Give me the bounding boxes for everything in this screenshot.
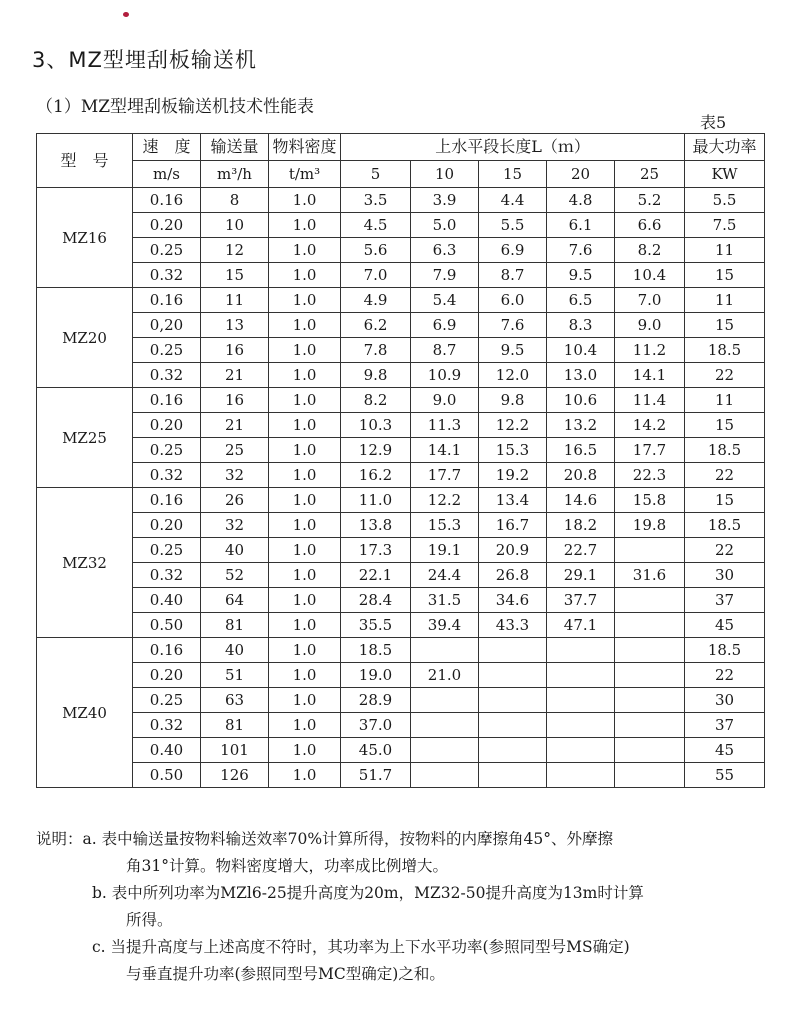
- density-cell: 1.0: [269, 213, 341, 238]
- table-row: [37, 213, 765, 238]
- power-cell: [547, 638, 615, 663]
- max-power-cell: 18.5: [685, 338, 765, 363]
- power-cell: 6.0: [479, 288, 547, 313]
- table-row: [37, 738, 765, 763]
- density-cell: 1.0: [269, 713, 341, 738]
- power-cell: 6.9: [479, 238, 547, 263]
- header-density: 物料密度: [269, 134, 341, 161]
- power-cell: 11.3: [411, 413, 479, 438]
- header-length-group: 上水平段长度L（ｍ）: [341, 134, 685, 161]
- max-power-cell: 11: [685, 388, 765, 413]
- density-cell: 1.0: [269, 388, 341, 413]
- power-cell: 7.6: [547, 238, 615, 263]
- speed-cell: 0.16: [133, 388, 201, 413]
- table-row: [37, 188, 765, 213]
- max-power-cell: 22: [685, 663, 765, 688]
- capacity-cell: 8: [201, 188, 269, 213]
- power-cell: 17.7: [411, 463, 479, 488]
- table-number: 表5: [700, 113, 727, 132]
- header-length-15: 15: [479, 161, 547, 188]
- power-cell: 6.5: [547, 288, 615, 313]
- max-power-cell: 7.5: [685, 213, 765, 238]
- table-caption: （1）MZ型埋刮板输送机技术性能表: [36, 97, 315, 117]
- power-cell: 28.9: [341, 688, 411, 713]
- capacity-cell: 26: [201, 488, 269, 513]
- max-power-cell: 22: [685, 538, 765, 563]
- speed-cell: 0.20: [133, 213, 201, 238]
- speed-cell: 0.16: [133, 288, 201, 313]
- power-cell: 19.2: [479, 463, 547, 488]
- power-cell: 29.1: [547, 563, 615, 588]
- power-cell: 3.9: [411, 188, 479, 213]
- table-row: [37, 563, 765, 588]
- header-length-5: 5: [341, 161, 411, 188]
- speed-cell: 0.50: [133, 613, 201, 638]
- power-cell: 24.4: [411, 563, 479, 588]
- capacity-cell: 32: [201, 463, 269, 488]
- power-cell: 18.2: [547, 513, 615, 538]
- speed-cell: 0.25: [133, 438, 201, 463]
- power-cell: 9.8: [479, 388, 547, 413]
- capacity-cell: 12: [201, 238, 269, 263]
- capacity-cell: 126: [201, 763, 269, 788]
- power-cell: 19.1: [411, 538, 479, 563]
- power-cell: 43.3: [479, 613, 547, 638]
- table-row: [37, 613, 765, 638]
- speed-cell: 0.25: [133, 538, 201, 563]
- table-row: [37, 588, 765, 613]
- power-cell: 7.0: [615, 288, 685, 313]
- speed-cell: 0.20: [133, 663, 201, 688]
- power-cell: 47.1: [547, 613, 615, 638]
- power-cell: [615, 613, 685, 638]
- density-cell: 1.0: [269, 588, 341, 613]
- power-cell: [479, 663, 547, 688]
- density-cell: 1.0: [269, 488, 341, 513]
- power-cell: [479, 738, 547, 763]
- power-cell: 5.2: [615, 188, 685, 213]
- capacity-cell: 51: [201, 663, 269, 688]
- capacity-cell: 52: [201, 563, 269, 588]
- header-speed-unit: m/s: [133, 161, 201, 188]
- power-cell: 9.0: [615, 313, 685, 338]
- power-cell: 20.8: [547, 463, 615, 488]
- speed-cell: 0.32: [133, 713, 201, 738]
- density-cell: 1.0: [269, 763, 341, 788]
- model-cell: MZ32: [37, 488, 133, 638]
- capacity-cell: 63: [201, 688, 269, 713]
- power-cell: 13.8: [341, 513, 411, 538]
- max-power-cell: 37: [685, 713, 765, 738]
- speed-cell: 0,20: [133, 313, 201, 338]
- power-cell: 34.6: [479, 588, 547, 613]
- table-row: [37, 538, 765, 563]
- power-cell: 7.6: [479, 313, 547, 338]
- density-cell: 1.0: [269, 288, 341, 313]
- table-row: [37, 338, 765, 363]
- power-cell: 37.7: [547, 588, 615, 613]
- density-cell: 1.0: [269, 613, 341, 638]
- power-cell: 14.1: [411, 438, 479, 463]
- header-density-unit: t/m³: [269, 161, 341, 188]
- power-cell: 6.9: [411, 313, 479, 338]
- power-cell: 15.3: [411, 513, 479, 538]
- power-cell: [479, 763, 547, 788]
- note-a-line2: 角31°计算。物料密度增大，功率成比例增大。: [126, 857, 448, 875]
- density-cell: 1.0: [269, 363, 341, 388]
- speed-cell: 0.25: [133, 238, 201, 263]
- power-cell: 22.1: [341, 563, 411, 588]
- table-row: [37, 513, 765, 538]
- capacity-cell: 11: [201, 288, 269, 313]
- power-cell: 13.2: [547, 413, 615, 438]
- power-cell: 22.3: [615, 463, 685, 488]
- density-cell: 1.0: [269, 188, 341, 213]
- note-c-line1: c. 当提升高度与上述高度不符时，其功率为上下水平功率(参照同型号MS确定): [92, 938, 630, 956]
- speed-cell: 0.20: [133, 513, 201, 538]
- power-cell: [411, 688, 479, 713]
- density-cell: 1.0: [269, 538, 341, 563]
- speed-cell: 0.32: [133, 363, 201, 388]
- max-power-cell: 55: [685, 763, 765, 788]
- power-cell: [615, 538, 685, 563]
- note-b-line2: 所得。: [126, 911, 173, 929]
- density-cell: 1.0: [269, 313, 341, 338]
- power-cell: 35.5: [341, 613, 411, 638]
- table-row: [37, 463, 765, 488]
- capacity-cell: 21: [201, 413, 269, 438]
- speed-cell: 0.16: [133, 488, 201, 513]
- capacity-cell: 81: [201, 713, 269, 738]
- power-cell: 17.7: [615, 438, 685, 463]
- capacity-cell: 81: [201, 613, 269, 638]
- power-cell: 4.5: [341, 213, 411, 238]
- power-cell: 6.6: [615, 213, 685, 238]
- power-cell: 4.4: [479, 188, 547, 213]
- power-cell: 10.4: [615, 263, 685, 288]
- density-cell: 1.0: [269, 338, 341, 363]
- model-cell: MZ16: [37, 188, 133, 288]
- max-power-cell: 37: [685, 588, 765, 613]
- speed-cell: 0.32: [133, 463, 201, 488]
- power-cell: [411, 738, 479, 763]
- table-row: [37, 388, 765, 413]
- table-row: [37, 413, 765, 438]
- page-title: 3、MZ型埋刮板输送机: [32, 48, 257, 72]
- density-cell: 1.0: [269, 513, 341, 538]
- note-a-line1: 说明：a. 表中输送量按物料输送效率70%计算所得，按物料的内摩擦角45°、外摩擦: [36, 830, 614, 848]
- max-power-cell: 15: [685, 313, 765, 338]
- max-power-cell: 18.5: [685, 438, 765, 463]
- max-power-cell: 45: [685, 738, 765, 763]
- power-cell: 8.7: [411, 338, 479, 363]
- power-cell: 16.2: [341, 463, 411, 488]
- density-cell: 1.0: [269, 688, 341, 713]
- power-cell: 39.4: [411, 613, 479, 638]
- table-row: [37, 313, 765, 338]
- speed-cell: 0.40: [133, 738, 201, 763]
- density-cell: 1.0: [269, 413, 341, 438]
- header-capacity: 输送量: [201, 134, 269, 161]
- max-power-cell: 45: [685, 613, 765, 638]
- power-cell: 11.2: [615, 338, 685, 363]
- power-cell: [411, 763, 479, 788]
- power-cell: 9.5: [479, 338, 547, 363]
- power-cell: 16.7: [479, 513, 547, 538]
- ink-dot: [123, 12, 129, 17]
- note-b-line1: b. 表中所列功率为MZl6-25提升高度为20m，MZ32-50提升高度为13m时计算: [92, 884, 644, 902]
- power-cell: 20.9: [479, 538, 547, 563]
- power-cell: 13.0: [547, 363, 615, 388]
- table-row: [37, 263, 765, 288]
- speed-cell: 0.25: [133, 338, 201, 363]
- max-power-cell: 30: [685, 688, 765, 713]
- power-cell: 3.5: [341, 188, 411, 213]
- capacity-cell: 101: [201, 738, 269, 763]
- header-model: 型 号: [37, 134, 133, 188]
- density-cell: 1.0: [269, 463, 341, 488]
- capacity-cell: 16: [201, 388, 269, 413]
- power-cell: 15.3: [479, 438, 547, 463]
- power-cell: 10.6: [547, 388, 615, 413]
- table-row: [37, 238, 765, 263]
- density-cell: 1.0: [269, 238, 341, 263]
- capacity-cell: 16: [201, 338, 269, 363]
- speed-cell: 0.32: [133, 263, 201, 288]
- power-cell: 7.8: [341, 338, 411, 363]
- power-cell: [615, 738, 685, 763]
- model-cell: MZ20: [37, 288, 133, 388]
- table-body: [37, 188, 765, 788]
- power-cell: 6.2: [341, 313, 411, 338]
- power-cell: [547, 738, 615, 763]
- power-cell: 7.9: [411, 263, 479, 288]
- table-row: [37, 688, 765, 713]
- power-cell: 9.5: [547, 263, 615, 288]
- power-cell: 4.8: [547, 188, 615, 213]
- power-cell: 14.2: [615, 413, 685, 438]
- power-cell: 8.7: [479, 263, 547, 288]
- power-cell: 15.8: [615, 488, 685, 513]
- capacity-cell: 32: [201, 513, 269, 538]
- speed-cell: 0.32: [133, 563, 201, 588]
- speed-cell: 0.40: [133, 588, 201, 613]
- header-power-unit: KW: [685, 161, 765, 188]
- speed-cell: 0.16: [133, 188, 201, 213]
- density-cell: 1.0: [269, 263, 341, 288]
- spec-table: [36, 133, 765, 788]
- max-power-cell: 22: [685, 463, 765, 488]
- density-cell: 1.0: [269, 663, 341, 688]
- power-cell: [547, 663, 615, 688]
- power-cell: 10.9: [411, 363, 479, 388]
- power-cell: 10.3: [341, 413, 411, 438]
- power-cell: [547, 688, 615, 713]
- max-power-cell: 11: [685, 238, 765, 263]
- max-power-cell: 15: [685, 488, 765, 513]
- power-cell: [615, 688, 685, 713]
- power-cell: 11.4: [615, 388, 685, 413]
- power-cell: 14.1: [615, 363, 685, 388]
- max-power-cell: 11: [685, 288, 765, 313]
- header-max-power: 最大功率: [685, 134, 765, 161]
- power-cell: 9.0: [411, 388, 479, 413]
- power-cell: [547, 713, 615, 738]
- power-cell: [411, 713, 479, 738]
- power-cell: 45.0: [341, 738, 411, 763]
- power-cell: 17.3: [341, 538, 411, 563]
- notes: [36, 826, 776, 988]
- speed-cell: 0.50: [133, 763, 201, 788]
- max-power-cell: 18.5: [685, 638, 765, 663]
- power-cell: 5.0: [411, 213, 479, 238]
- density-cell: 1.0: [269, 563, 341, 588]
- header-capacity-unit: m³/h: [201, 161, 269, 188]
- power-cell: 12.2: [479, 413, 547, 438]
- power-cell: 12.2: [411, 488, 479, 513]
- note-c-line2: 与垂直提升功率(参照同型号MC型确定)之和。: [126, 965, 445, 983]
- power-cell: 19.0: [341, 663, 411, 688]
- power-cell: 37.0: [341, 713, 411, 738]
- power-cell: 5.6: [341, 238, 411, 263]
- power-cell: 12.9: [341, 438, 411, 463]
- table-row: [37, 763, 765, 788]
- model-cell: MZ25: [37, 388, 133, 488]
- power-cell: [479, 713, 547, 738]
- max-power-cell: 15: [685, 413, 765, 438]
- power-cell: 21.0: [411, 663, 479, 688]
- power-cell: 6.3: [411, 238, 479, 263]
- density-cell: 1.0: [269, 738, 341, 763]
- table-row: [37, 438, 765, 463]
- capacity-cell: 21: [201, 363, 269, 388]
- power-cell: [615, 713, 685, 738]
- capacity-cell: 10: [201, 213, 269, 238]
- header-length-25: 25: [615, 161, 685, 188]
- power-cell: 7.0: [341, 263, 411, 288]
- capacity-cell: 40: [201, 638, 269, 663]
- power-cell: [615, 588, 685, 613]
- power-cell: [479, 638, 547, 663]
- max-power-cell: 30: [685, 563, 765, 588]
- power-cell: [411, 638, 479, 663]
- power-cell: 8.2: [615, 238, 685, 263]
- table-row: [37, 663, 765, 688]
- table-header: [37, 134, 765, 188]
- power-cell: 16.5: [547, 438, 615, 463]
- power-cell: [615, 638, 685, 663]
- power-cell: 4.9: [341, 288, 411, 313]
- power-cell: 9.8: [341, 363, 411, 388]
- power-cell: [479, 688, 547, 713]
- table-row: [37, 638, 765, 663]
- power-cell: 22.7: [547, 538, 615, 563]
- capacity-cell: 15: [201, 263, 269, 288]
- power-cell: 13.4: [479, 488, 547, 513]
- table-row: [37, 363, 765, 388]
- header-speed: 速 度: [133, 134, 201, 161]
- table-row: [37, 488, 765, 513]
- header-length-20: 20: [547, 161, 615, 188]
- max-power-cell: 5.5: [685, 188, 765, 213]
- power-cell: [547, 763, 615, 788]
- speed-cell: 0.16: [133, 638, 201, 663]
- power-cell: 26.8: [479, 563, 547, 588]
- max-power-cell: 15: [685, 263, 765, 288]
- speed-cell: 0.25: [133, 688, 201, 713]
- model-cell: MZ40: [37, 638, 133, 788]
- power-cell: 5.4: [411, 288, 479, 313]
- power-cell: 28.4: [341, 588, 411, 613]
- capacity-cell: 13: [201, 313, 269, 338]
- power-cell: 5.5: [479, 213, 547, 238]
- capacity-cell: 64: [201, 588, 269, 613]
- speed-cell: 0.20: [133, 413, 201, 438]
- table-row: [37, 713, 765, 738]
- power-cell: 51.7: [341, 763, 411, 788]
- power-cell: 8.3: [547, 313, 615, 338]
- power-cell: 8.2: [341, 388, 411, 413]
- power-cell: 14.6: [547, 488, 615, 513]
- power-cell: [615, 663, 685, 688]
- capacity-cell: 25: [201, 438, 269, 463]
- capacity-cell: 40: [201, 538, 269, 563]
- power-cell: 19.8: [615, 513, 685, 538]
- density-cell: 1.0: [269, 638, 341, 663]
- power-cell: 31.5: [411, 588, 479, 613]
- power-cell: 12.0: [479, 363, 547, 388]
- table-row: [37, 288, 765, 313]
- density-cell: 1.0: [269, 438, 341, 463]
- power-cell: 31.6: [615, 563, 685, 588]
- max-power-cell: 18.5: [685, 513, 765, 538]
- power-cell: [615, 763, 685, 788]
- max-power-cell: 22: [685, 363, 765, 388]
- power-cell: 18.5: [341, 638, 411, 663]
- power-cell: 10.4: [547, 338, 615, 363]
- header-length-10: 10: [411, 161, 479, 188]
- power-cell: 6.1: [547, 213, 615, 238]
- power-cell: 11.0: [341, 488, 411, 513]
